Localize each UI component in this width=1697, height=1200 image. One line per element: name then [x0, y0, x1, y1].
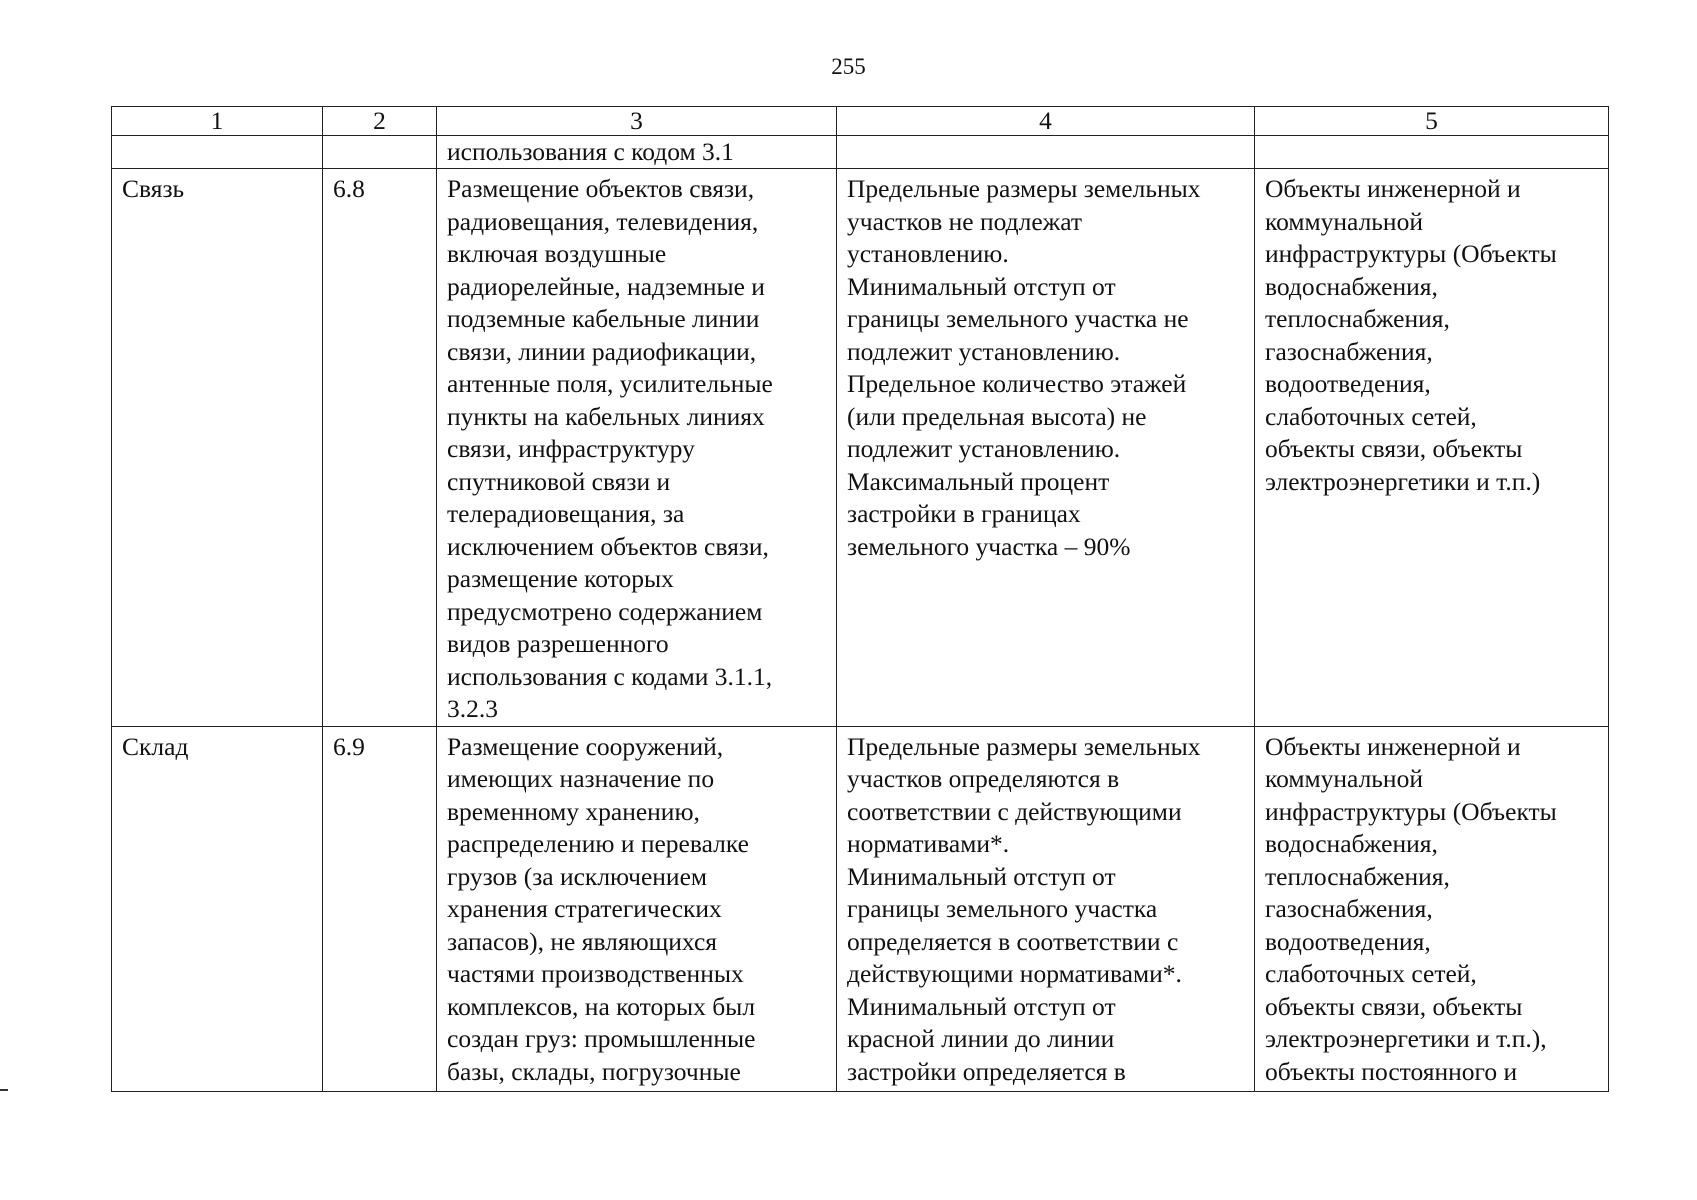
cell-text-line: связи, инфраструктуру — [447, 434, 695, 463]
continuation-cell-2 — [323, 136, 437, 169]
cell-text-line: Минимальный отступ от — [847, 271, 1116, 301]
cell-text-line: участков не подлежат — [847, 206, 1083, 236]
cell-text-line: водоотведения, — [1265, 369, 1431, 398]
header-col-5: 5 — [1255, 107, 1609, 136]
cell-text-line: базы, склады, погрузочные — [447, 1056, 741, 1086]
description-cell — [437, 169, 837, 727]
cell-text-line: застройки определяется в — [847, 1056, 1126, 1086]
cell-text-line: телерадиовещания, за — [447, 499, 685, 528]
cell-text-line: теплоснабжения, — [1265, 304, 1450, 333]
cell-text-line: подлежит установлению. — [847, 434, 1121, 463]
header-col-2: 2 — [323, 107, 437, 136]
cell-text-line: Размещение объектов связи, — [447, 174, 755, 203]
cell-text-line: радиорелейные, надземные и — [447, 271, 765, 301]
header-col-1: 1 — [112, 107, 323, 136]
land-use-table — [111, 106, 1609, 1092]
header-row — [112, 107, 1609, 136]
description-cell — [437, 726, 837, 1091]
continuation-cell-3: использования с кодом 3.1 — [437, 136, 837, 169]
use-code-cell: 6.8 — [323, 169, 437, 727]
cell-text-line: создан груз: промышленные — [447, 1024, 756, 1053]
cell-text-line: границы земельного участка не — [847, 304, 1189, 333]
cell-text-line: электроэнергетики и т.п.), — [1265, 1024, 1547, 1053]
cell-text-line: (или предельная высота) не — [847, 401, 1147, 431]
cell-text-line: видов разрешенного — [447, 629, 669, 658]
cell-text-line: водоотведения, — [1265, 926, 1431, 956]
continuation-row — [112, 136, 1609, 169]
continuation-cell-4 — [837, 136, 1255, 169]
cell-text-line: связи, линии радиофикации, — [447, 336, 757, 366]
cell-text-line: объекты связи, объекты — [1265, 434, 1523, 463]
cell-text-line: действующими нормативами*. — [847, 959, 1182, 988]
cell-text-line: имеющих назначение по — [447, 764, 715, 793]
cell-text-line: водоснабжения, — [1265, 829, 1438, 858]
parameters-cell — [837, 169, 1255, 727]
cell-text-line: инфраструктуры (Объекты — [1265, 239, 1557, 268]
header-col-3: 3 — [437, 107, 837, 136]
cell-text-line: объекты постоянного и — [1265, 1056, 1518, 1086]
cell-text-line: временному хранению, — [447, 796, 700, 826]
cell-text-line: исключением объектов связи, — [447, 531, 769, 561]
cell-text-line: объекты связи, объекты — [1265, 991, 1523, 1021]
cell-text-line: запасов), не являющихся — [447, 926, 717, 956]
cell-text-line: Объекты инженерной и — [1265, 731, 1521, 761]
cell-text-line: Минимальный отступ от — [847, 991, 1116, 1021]
use-code-cell: 6.9 — [323, 726, 437, 1091]
header-col-4: 4 — [837, 107, 1255, 136]
cell-text-line: газоснабжения, — [1265, 894, 1433, 923]
table-row — [112, 726, 1609, 1091]
cell-text-line: коммунальной — [1265, 206, 1423, 236]
cell-text-line: коммунальной — [1265, 764, 1423, 793]
auxiliary-uses-cell — [1255, 726, 1609, 1091]
cell-text-line: хранения стратегических — [447, 894, 722, 923]
cell-text-line: подлежит установлению. — [847, 336, 1121, 366]
cell-text-line: использования с кодами 3.1.1, — [447, 661, 773, 691]
cell-text-line: включая воздушные — [447, 239, 667, 268]
cell-text-line: подземные кабельные линии — [447, 304, 760, 333]
cell-text-line: определяется в соответствии с — [847, 926, 1179, 956]
auxiliary-uses-cell — [1255, 169, 1609, 727]
cell-text-line: Предельные размеры земельных — [847, 731, 1201, 761]
cell-text-line: Размещение сооружений, — [447, 731, 724, 761]
use-name-cell: Связь — [112, 169, 323, 727]
cell-text-line: Предельное количество этажей — [847, 369, 1187, 398]
cell-text-line: инфраструктуры (Объекты — [1265, 796, 1557, 826]
cell-text-line: радиовещания, телевидения, — [447, 206, 759, 236]
cell-text-line: соответствии с действующими — [847, 796, 1182, 826]
cell-text-line: спутниковой связи и — [447, 466, 671, 496]
cell-text-line: частями производственных — [447, 959, 744, 988]
cell-text-line: Минимальный отступ от — [847, 861, 1116, 891]
cell-text-line: водоснабжения, — [1265, 271, 1438, 301]
cell-text-line: размещение которых — [447, 564, 674, 593]
cell-text-line: грузов (за исключением — [447, 861, 708, 891]
cell-text-line: слаботочных сетей, — [1265, 401, 1477, 431]
cell-text-line: газоснабжения, — [1265, 336, 1433, 366]
cell-text-line: Предельные размеры земельных — [847, 174, 1201, 203]
continuation-cell-1 — [112, 136, 323, 169]
cell-text-line: земельного участка – 90% — [847, 531, 1131, 561]
table-row — [112, 169, 1609, 727]
cell-text-line: комплексов, на которых был — [447, 991, 756, 1021]
cell-text-line: застройки в границах — [847, 499, 1081, 528]
page-number: 255 — [831, 54, 866, 79]
cell-text-line: распределению и перевалке — [447, 829, 749, 858]
cell-text-line: нормативами*. — [847, 829, 1010, 858]
cell-text-line: красной линии до линии — [847, 1024, 1115, 1053]
cell-text-line: антенные поля, усилительные — [447, 369, 773, 398]
cell-text-line: пункты на кабельных линиях — [447, 401, 765, 431]
cell-text-line: предусмотрено содержанием — [447, 596, 763, 626]
cell-text-line: установлению. — [847, 239, 1009, 268]
cell-text-line: Объекты инженерной и — [1265, 174, 1521, 203]
cell-text-line: теплоснабжения, — [1265, 861, 1450, 891]
cell-text-line: границы земельного участка — [847, 894, 1158, 923]
cell-text-line: электроэнергетики и т.п.) — [1265, 466, 1541, 496]
cell-text-line: участков определяются в — [847, 764, 1120, 793]
use-name-cell: Склад — [112, 726, 323, 1091]
continuation-cell-5 — [1255, 136, 1609, 169]
cell-text-line: слаботочных сетей, — [1265, 959, 1477, 988]
margin-mark — [0, 1089, 8, 1091]
cell-text-line: 3.2.3 — [447, 694, 498, 723]
parameters-cell — [837, 726, 1255, 1091]
cell-text-line: Максимальный процент — [847, 466, 1110, 496]
